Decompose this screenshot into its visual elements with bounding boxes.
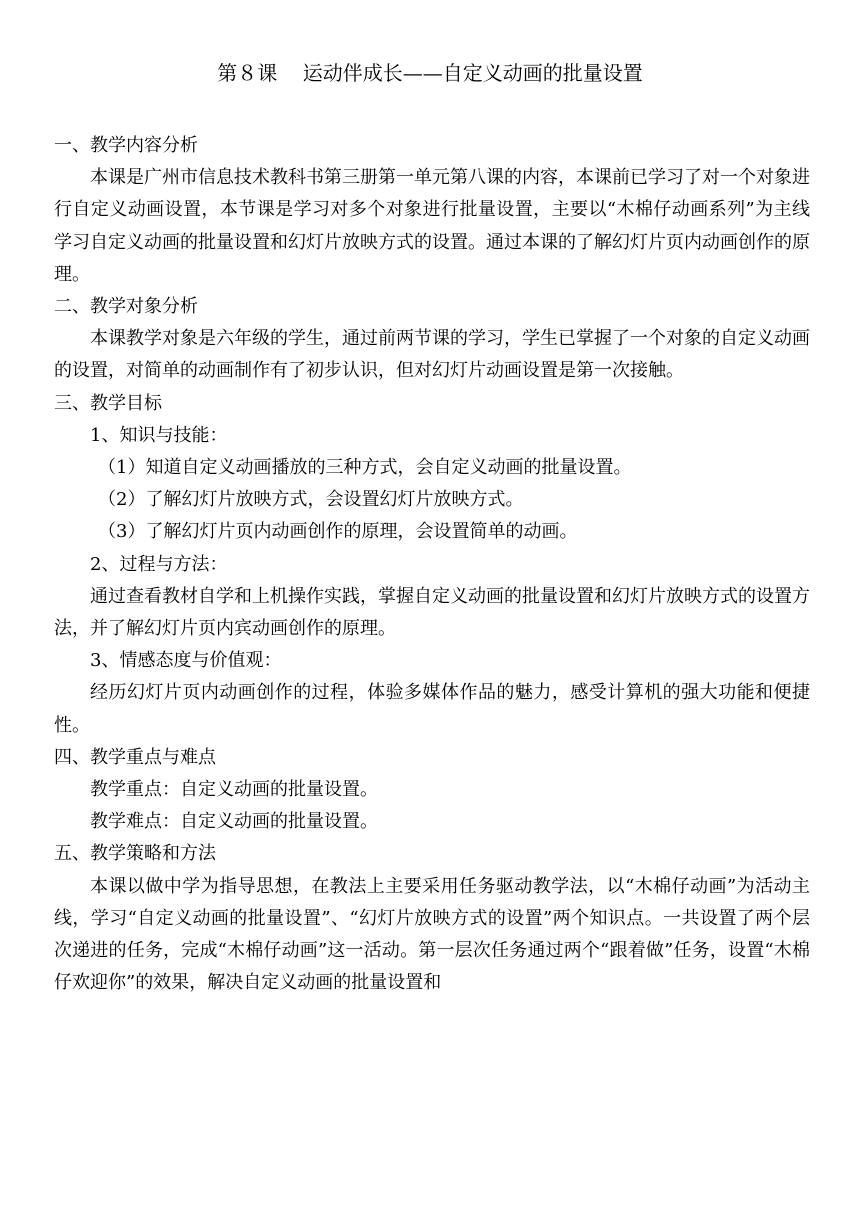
section-heading-content-analysis: 一、教学内容分析 — [54, 135, 198, 156]
paragraph-attitudes-values: 经历幻灯片页内动画创作的过程，体验多媒体作品的魅力，感受计算机的强大功能和便捷性。 — [54, 682, 810, 736]
objective-item-2: （2）了解幻灯片放映方式，会设置幻灯片放映方式。 — [98, 489, 524, 511]
section-heading-key-points: 四、教学重点与难点 — [54, 746, 216, 768]
document-body — [54, 130, 810, 999]
paragraph-content-analysis: 本课是广州市信息技术教科书第三册第一单元第八课的内容，本课前已学习了对一个对象进行自定义动画设置，本节课是学习对多个对象进行批量设置，主要以“木棉仔动画系列”为主线学习自定义动画的批量设置和幻灯片放映方式的设置。通过本课的了解幻灯片页内动画创作的原理。 — [54, 167, 810, 285]
section-heading-audience-analysis: 二、教学对象分析 — [54, 296, 198, 318]
objective-item-3: （3）了解幻灯片页内动画创作的原理，会设置简单的动画。 — [98, 521, 578, 543]
key-point-line: 教学重点：自定义动画的批量设置。 — [90, 779, 378, 801]
subheading-attitudes-values: 3、情感态度与价值观： — [90, 650, 282, 672]
subheading-knowledge-skills: 1、知识与技能： — [90, 424, 228, 446]
objective-item-1: （1）知道自定义动画播放的三种方式，会自定义动画的批量设置。 — [98, 457, 632, 479]
section-heading-strategies: 五、教学策略和方法 — [54, 843, 216, 865]
subheading-process-methods: 2、过程与方法： — [90, 553, 228, 575]
paragraph-strategies: 本课以做中学为指导思想，在教法上主要采用任务驱动教学法，以“木棉仔动画”为活动主线，学习“自定义动画的批量设置”、“幻灯片放映方式的设置”两个知识点。一共设置了两个层次递进的任务，完成“木棉仔动画”这一活动。第一层次任务通过两个“跟着做”任务，设置“木棉仔欢迎你”的效果，解决自定义动画的批量设置和 — [54, 875, 810, 994]
section-heading-objectives: 三、教学目标 — [54, 392, 162, 414]
paragraph-audience-analysis: 本课教学对象是六年级的学生，通过前两节课的学习，学生已掌握了一个对象的自定义动画的设置，对简单的动画制作有了初步认识，但对幻灯片动画设置是第一次接触。 — [54, 328, 810, 382]
page-title: 第８课 运动伴成长——自定义动画的批量设置 — [217, 61, 643, 85]
paragraph-process-methods: 通过查看教材自学和上机操作实践，掌握自定义动画的批量设置和幻灯片放映方式的设置方法，并了解幻灯片页内宾动画创作的原理。 — [54, 585, 810, 640]
difficult-point-line: 教学难点：自定义动画的批量设置。 — [90, 811, 378, 833]
